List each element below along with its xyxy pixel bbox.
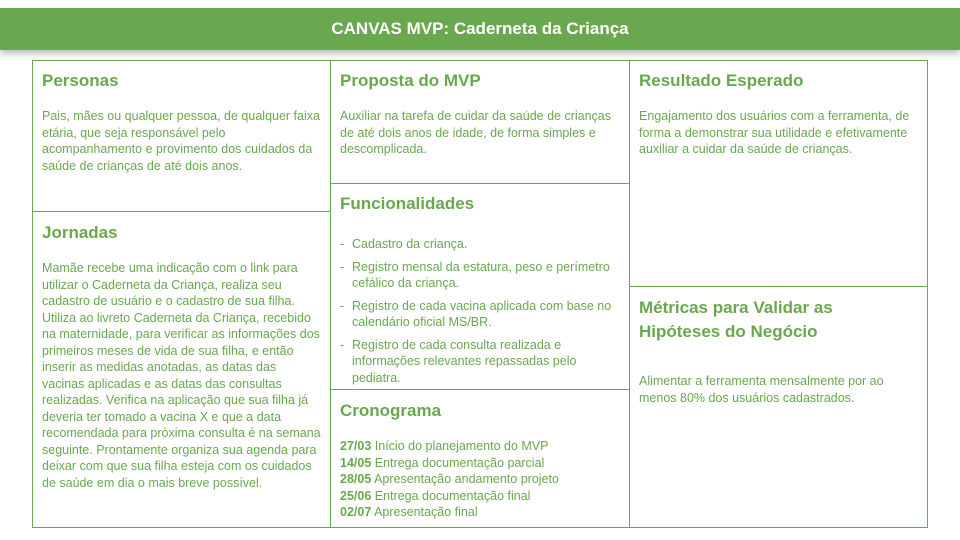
list-item: - Cadastro da criança. xyxy=(340,236,615,253)
jornadas-title: Jornadas xyxy=(42,223,118,242)
cronograma-list xyxy=(340,438,620,521)
schedule-date: 25/06 xyxy=(340,488,372,503)
schedule-text: Apresentação final xyxy=(374,505,478,519)
schedule-text: Apresentação andamento projeto xyxy=(374,472,559,486)
personas-text: Pais, mães ou qualquer pessoa, de qualquer faixa etária, que seja responsável pelo acompanhamento e provimento dos cuidados da saúde de crianças de até dois anos. xyxy=(42,109,320,173)
header-bar xyxy=(0,8,960,50)
schedule-text: Início do planejamento do MVP xyxy=(374,439,549,453)
schedule-date: 14/05 xyxy=(340,455,372,470)
cronograma-section xyxy=(330,389,630,528)
schedule-text: Entrega documentação final xyxy=(374,488,531,503)
resultado-text: Engajamento dos usuários com a ferramenta, de forma a demonstrar sua utilidade e efetivamente auxiliar a cuidar da saúde de crianças. xyxy=(639,109,910,156)
funcionalidades-list-wrap xyxy=(340,236,615,392)
schedule-row xyxy=(340,488,620,505)
schedule-text: Entrega documentação parcial xyxy=(374,455,545,470)
schedule-date: 02/07 xyxy=(340,505,372,519)
metricas-text: Alimentar a ferramenta mensalmente por ao menos 80% dos usuários cadastrados. xyxy=(639,374,884,405)
jornadas-text: Mamãe recebe uma indicação com o link para utilizar o Caderneta da Criança, realiza seu cadastro de usuário e o cadastro de sua filha. Utiliza ao livreto Caderneta da Criança, recebido na maternidade, para verificar as informações dos primeiros meses de vida de sua filha, e então inserir as medidas anotadas, as datas das vacinas aplicadas e as datas das consultas realizadas. Verifica na aplicação que sua filha já deveria ter tomado a vacina X e que a data recomendada para próxima consulta é na semana seguinte. Prontamente organiza sua agenda para deixar com que sua filha esteja com os cuidados de saúde em dia o mais breve possível. xyxy=(42,261,321,490)
resultado-section xyxy=(629,60,928,287)
schedule-date: 28/05 xyxy=(340,472,372,486)
proposta-section xyxy=(330,60,630,184)
resultado-title: Resultado Esperado xyxy=(639,71,804,90)
jornadas-section xyxy=(32,211,331,528)
schedule-row xyxy=(340,471,620,488)
funcionalidades-section xyxy=(330,183,630,390)
schedule-date: 27/03 xyxy=(340,439,372,453)
list-item: - Registro mensal da estatura, peso e perímetro cefálico da criança. xyxy=(340,259,615,292)
list-item: - Registro de cada consulta realizada e informações relevantes repassadas pelo pediatra. xyxy=(340,337,615,387)
metricas-title: Métricas para Validar as Hipóteses do Negócio xyxy=(639,298,833,341)
page-title: CANVAS MVP: Caderneta da Criança xyxy=(331,19,629,38)
personas-section xyxy=(32,60,331,212)
proposta-title: Proposta do MVP xyxy=(340,71,481,90)
funcionalidades-title: Funcionalidades xyxy=(340,194,475,213)
proposta-text: Auxiliar na tarefa de cuidar da saúde de crianças de até dois anos de idade, de forma simples e descomplicada. xyxy=(340,109,611,156)
cronograma-title: Cronograma xyxy=(340,401,442,420)
funcionalidades-list xyxy=(340,236,615,386)
schedule-row xyxy=(340,455,620,472)
schedule-row xyxy=(340,438,620,455)
personas-title: Personas xyxy=(42,71,119,90)
metricas-section xyxy=(629,286,928,528)
list-item: - Registro de cada vacina aplicada com base no calendário oficial MS/BR. xyxy=(340,298,615,331)
schedule-row xyxy=(340,504,620,521)
